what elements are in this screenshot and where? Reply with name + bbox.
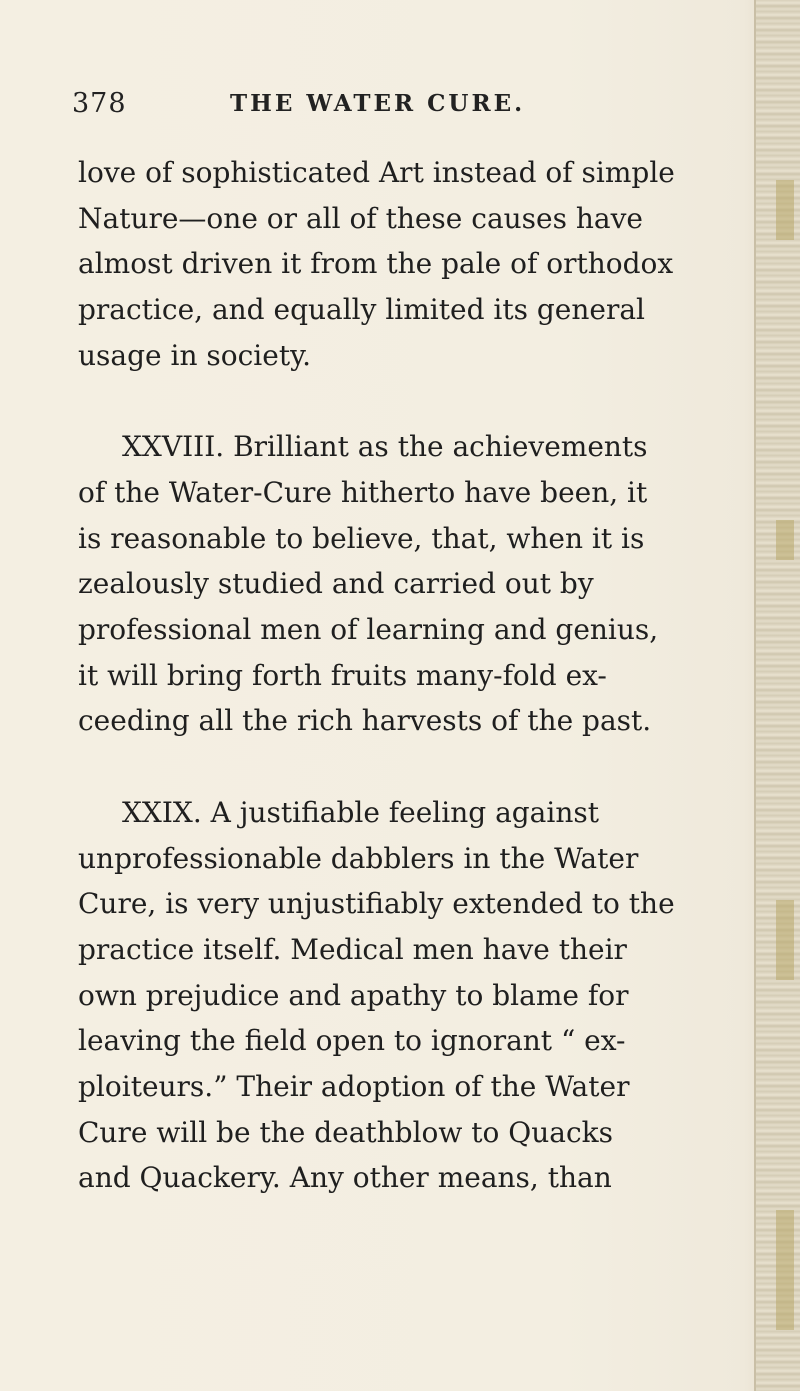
text-line: professional men of learning and genius, xyxy=(78,613,659,647)
text-line: XXIX. A justifiable feeling against xyxy=(122,795,599,829)
text-line: love of sophisticated Art instead of simple xyxy=(78,156,675,189)
paragraph-gap xyxy=(78,379,718,425)
text-line: Cure will be the deathblow to Quacks xyxy=(78,1115,613,1149)
text-line: leaving the field open to ignorant “ ex- xyxy=(78,1024,626,1058)
text-line: Cure, is very unjustifiably extended to the xyxy=(78,887,675,921)
text-line: Nature—one or all of these causes have xyxy=(78,201,643,235)
text-line: ploiteurs.” Their adoption of the Water xyxy=(78,1070,630,1104)
text-line: usage in society. xyxy=(78,338,312,372)
text-line: XXVIII. Brilliant as the achievements xyxy=(122,430,648,464)
text-line: almost driven it from the pale of orthodox xyxy=(78,247,674,281)
edge-stain xyxy=(776,1210,794,1330)
page-header xyxy=(72,88,712,128)
text-line: and Quackery. Any other means, than xyxy=(78,1161,612,1195)
paragraph-3 xyxy=(78,790,718,1201)
text-line: of the Water-Cure hitherto have been, it xyxy=(78,475,648,509)
text-line: practice, and equally limited its general xyxy=(78,293,646,327)
edge-stain xyxy=(776,520,794,560)
edge-stain xyxy=(776,900,794,980)
page-number: 378 xyxy=(72,88,127,119)
text-line: zealously studied and carried out by xyxy=(78,567,594,601)
paragraph-2 xyxy=(78,424,718,744)
paragraph-1 xyxy=(78,150,718,379)
text-line: own prejudice and apathy to blame for xyxy=(78,978,629,1012)
paragraph-gap xyxy=(78,744,718,790)
edge-stain xyxy=(776,180,794,240)
page-edge xyxy=(754,0,800,1391)
body-text xyxy=(78,150,718,1201)
text-line: ceeding all the rich harvests of the past. xyxy=(78,704,652,738)
text-line: it will bring forth fruits many-fold ex- xyxy=(78,658,607,692)
running-title: THE WATER CURE. xyxy=(230,90,526,117)
text-line: is reasonable to believe, that, when it is xyxy=(78,521,645,555)
text-line: practice itself. Medical men have their xyxy=(78,932,627,966)
text-line: unprofessionable dabblers in the Water xyxy=(78,841,639,875)
